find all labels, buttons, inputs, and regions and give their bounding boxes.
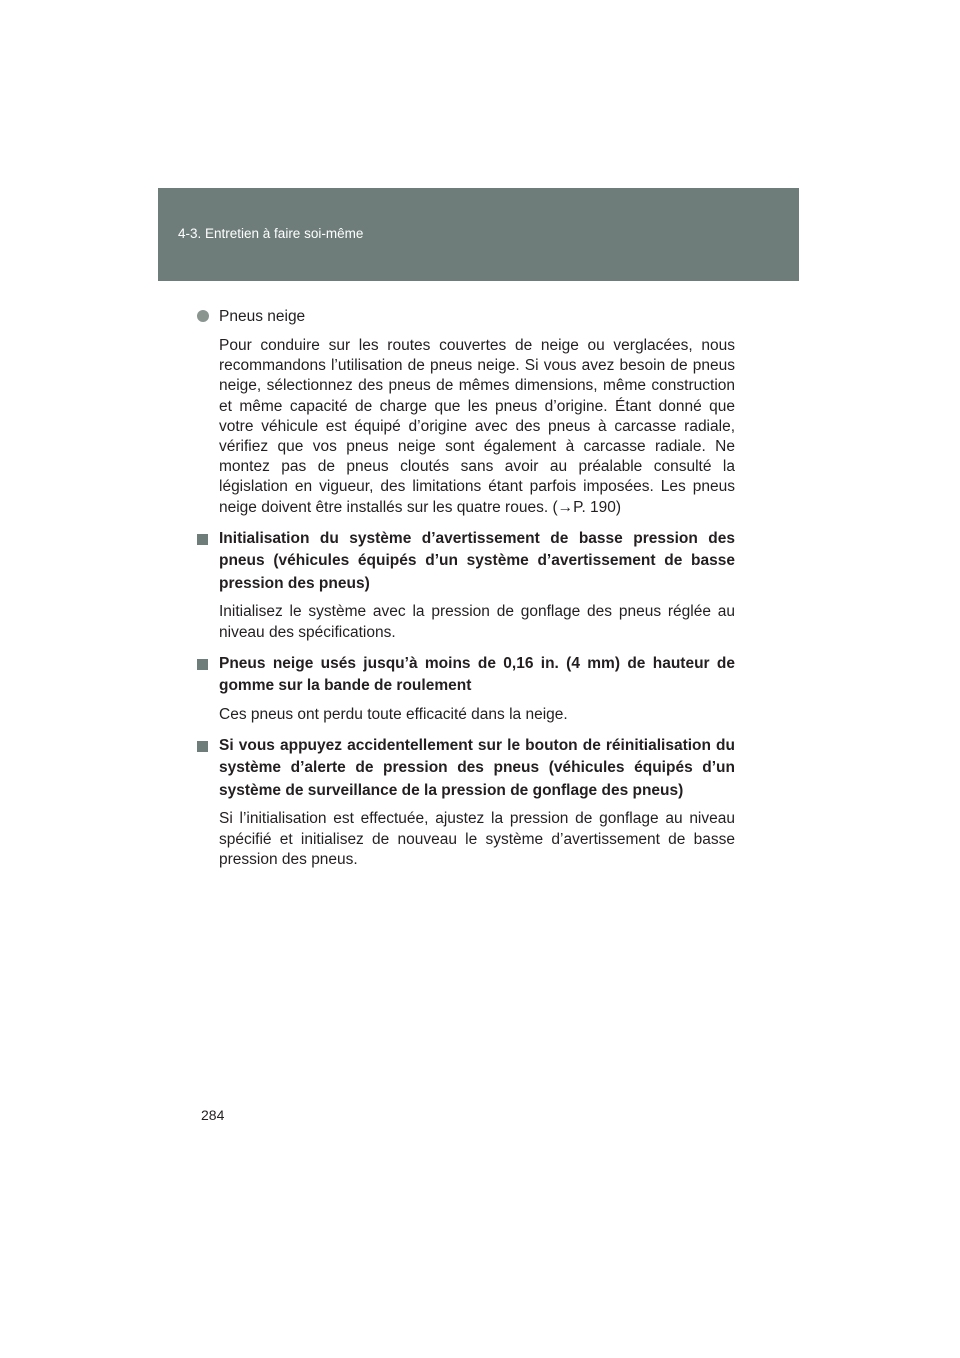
note-title-text: Initialisation du système d’avertissement de basse pression des pneus (véhicules équipés d’un système d’avertissement de basse pression des pneus) xyxy=(219,529,735,592)
section-title: 4-3. Entretien à faire soi-même xyxy=(178,226,364,241)
note-title xyxy=(195,528,735,596)
note-reset-button xyxy=(195,735,735,870)
note-title-text: Pneus neige xyxy=(219,308,306,325)
note-body: Si l’initialisation est effectuée, ajustez la pression de gonflage au niveau spécifié et initialisez de nouveau le système d’avertissement de basse pression des pneus. xyxy=(219,810,735,868)
note-body: Pour conduire sur les routes couvertes de neige ou verglacées, nous recommandons l’utilisation de pneus neige. Si vous avez besoin de pneus neige, sélectionnez des pneus de mêmes dimensions, même construction et même capacité de charge que les pneus d’origine. Étant donné que votre véhicule est équipé d’origine avec des pneus à carcasse radiale, vérifiez que vos pneus neige sont également à carcasse radiale. Ne montez pas de pneus cloutés sans avoir au préalable consulté la législation en vigueur, des limitations étant parfois imposées. Les pneus neige doivent être installés sur les quatre roues. (→P. 190) xyxy=(219,337,735,516)
note-body: Ces pneus ont perdu toute efficacité dans la neige. xyxy=(219,705,568,723)
square-bullet-icon xyxy=(197,653,217,678)
section-header-bar xyxy=(158,188,799,281)
note-title xyxy=(195,653,735,698)
note-worn-snow-tires xyxy=(195,653,735,725)
page-content xyxy=(195,306,735,870)
note-title-text: Pneus neige usés jusqu’à moins de 0,16 in. (4 mm) de hauteur de gomme sur la bande de roulement xyxy=(219,654,735,695)
square-bullet-icon xyxy=(197,735,217,760)
note-snow-tires xyxy=(195,306,735,518)
note-body: Initialisez le système avec la pression de gonflage des pneus réglée au niveau des spécifications. xyxy=(219,603,735,641)
square-bullet-icon xyxy=(197,528,217,553)
page-number: 284 xyxy=(201,1107,225,1123)
note-title xyxy=(195,306,735,328)
note-title-text: Si vous appuyez accidentellement sur le bouton de réinitialisation du système d’alerte de pression des pneus (véhicules équipés d’un système de surveillance de la pression de gonflage des pneus) xyxy=(219,736,735,799)
note-tpms-initialization xyxy=(195,528,735,643)
circle-bullet-icon xyxy=(197,306,217,329)
note-title xyxy=(195,735,735,803)
